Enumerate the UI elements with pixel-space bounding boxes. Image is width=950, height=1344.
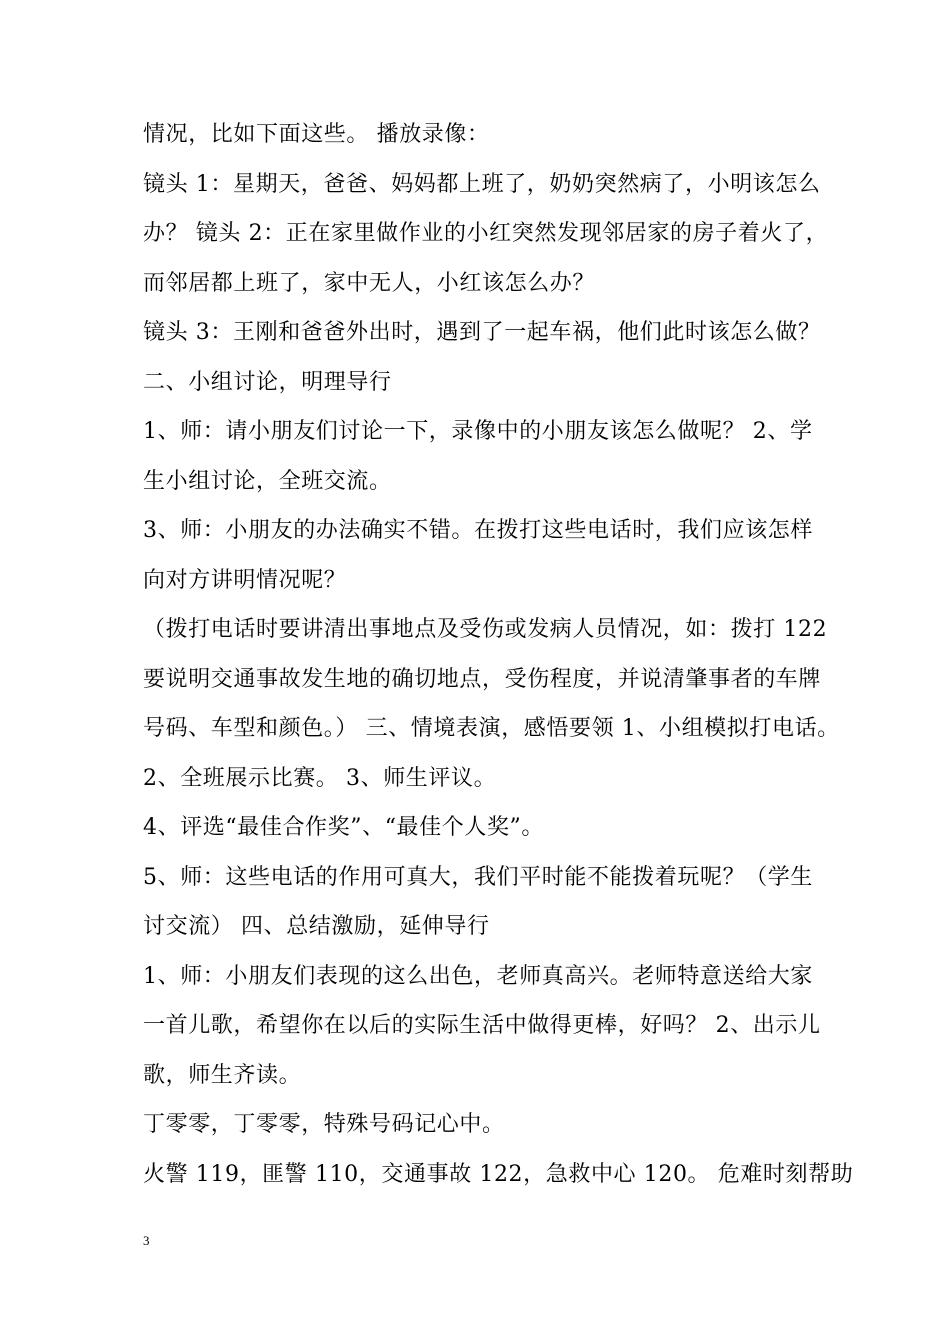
text-line: 5、师：这些电话的作用可真大，我们平时能不能拨着玩呢？（学生 xyxy=(143,864,813,890)
text-line: 4、评选“最佳合作奖”、“最佳个人奖”。 xyxy=(143,815,544,840)
text-line: 镜头 3：王刚和爸爸外出时，遇到了一起车祸，他们此时该怎么做？ xyxy=(143,320,821,345)
text-line: 而邻居都上班了，家中无人，小红该怎么办？ xyxy=(143,270,596,296)
text-line: 讨交流） 四、总结激励，延伸导行 xyxy=(143,914,490,939)
text-line: 情况，比如下面这些。 播放录像： xyxy=(143,122,490,147)
page-number: 3 xyxy=(143,1233,150,1248)
text-line: 镜头 1：星期天，爸爸、妈妈都上班了，奶奶突然病了，小明该怎么 xyxy=(143,171,821,197)
text-line: 3、师：小朋友的办法确实不错。在拨打这些电话时，我们应该怎样 xyxy=(143,518,813,543)
section-heading: 二、小组讨论，明理导行 xyxy=(143,369,392,395)
text-line: 2、全班展示比赛。 3、师生评议。 xyxy=(143,765,497,791)
text-line: 一首儿歌，希望你在以后的实际生活中做得更棒，好吗？ 2、出示儿 xyxy=(143,1013,821,1038)
text-line: 丁零零，丁零零，特殊号码记心中。 xyxy=(143,1112,505,1137)
text-line: 歌，师生齐读。 xyxy=(143,1062,302,1088)
text-line: 要说明交通事故发生地的确切地点，受伤程度，并说清肇事者的车牌 xyxy=(143,666,822,692)
text-line: 生小组讨论，全班交流。 xyxy=(143,468,392,494)
text-line: （拨打电话时要讲清出事地点及受伤或发病人员情况，如：拨打 122 xyxy=(143,617,828,642)
text-line: 火警 119，匪警 110，交通事故 122，急救中心 120。 危难时刻帮助 xyxy=(143,1161,854,1187)
text-line: 办？ 镜头 2：正在家里做作业的小红突然发现邻居家的房子着火了， xyxy=(143,221,829,246)
text-line: 号码、车型和颜色。） 三、情境表演，感悟要领 1、小组模拟打电话。 xyxy=(143,716,840,741)
text-line: 1、师：请小朋友们讨论一下，录像中的小朋友该怎么做呢？ 2、学 xyxy=(143,419,813,444)
text-line: 1、师：小朋友们表现的这么出色，老师真高兴。老师特意送给大家 xyxy=(143,963,813,989)
text-line: 向对方讲明情况呢？ xyxy=(143,567,347,593)
document-body xyxy=(143,110,854,1199)
